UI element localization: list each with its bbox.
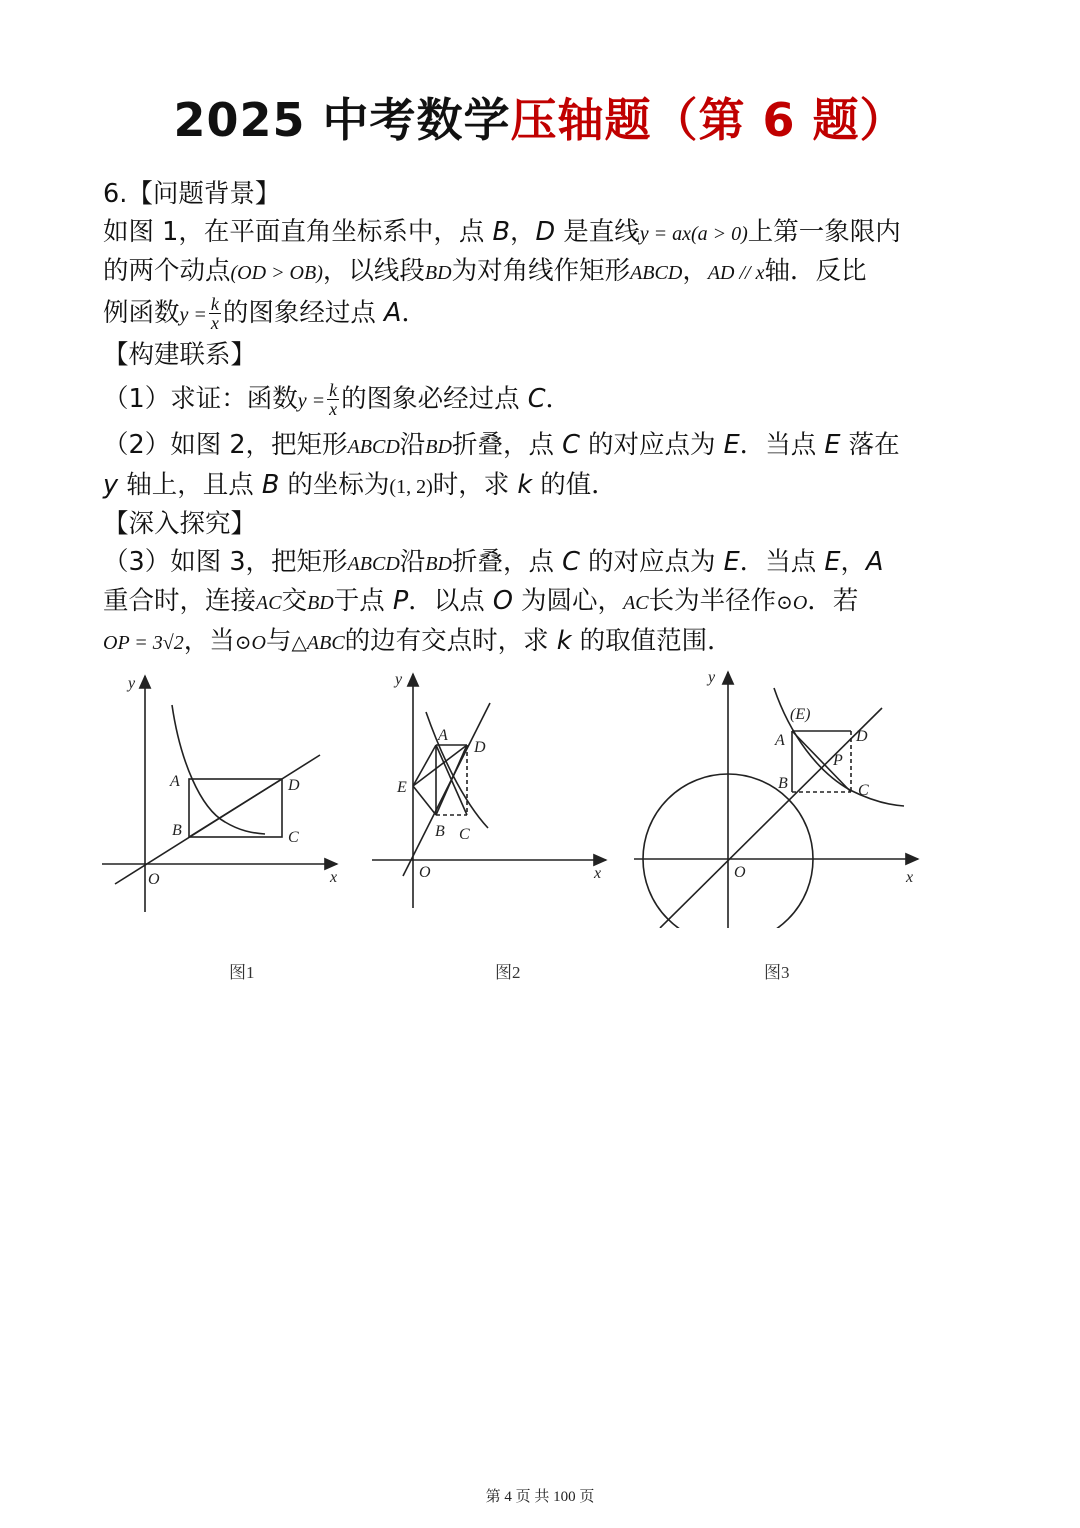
figure-3-labels	[706, 669, 913, 886]
label-b: B	[435, 823, 445, 840]
label-e-paren: (E)	[790, 706, 811, 723]
figure-2	[372, 674, 606, 908]
question-3-line-3: OP = 3√2，当⊙O与△ABC的边有交点时，求 k 的取值范围．	[103, 625, 733, 656]
label-o: O	[734, 864, 746, 881]
fraction: $\frac{k}{x}$	[329, 380, 338, 419]
page-title	[0, 84, 1080, 150]
question-3-line-1: （3）如图 3，把矩形ABCD沿BD折叠，点 C 的对应点为 E．当点 E，A	[103, 546, 884, 577]
background-line-3: 例函数y = $\frac{k}{x}$ 的图象经过点 A．	[103, 294, 427, 333]
figures	[95, 668, 935, 928]
label-d: D	[856, 728, 868, 745]
label-o: O	[419, 864, 431, 881]
title-black: 2025 中考数学	[173, 93, 511, 147]
fold-eb	[413, 786, 436, 815]
problem-text	[103, 176, 983, 662]
background-line-1: 如图 1，在平面直角坐标系中，点 B，D 是直线y = ax(a > 0)上第一象限内	[103, 216, 901, 247]
label-a: A	[438, 727, 448, 744]
question-2-line-1: （2）如图 2，把矩形ABCD沿BD折叠，点 C 的对应点为 E．当点 E 落在	[103, 430, 900, 460]
label-x: x	[906, 869, 914, 886]
background-line-2: 的两个动点(OD > OB)，以线段BD为对角线作矩形ABCD，AD // x轴．反比	[103, 256, 867, 286]
question-2-line-2: y 轴上，且点 B 的坐标为(1, 2)时，求 k 的值．	[103, 469, 617, 500]
label-o: O	[148, 871, 160, 888]
label-b: B	[778, 775, 788, 792]
fold-ae	[413, 745, 436, 786]
caption-figure-2: 图2	[495, 963, 521, 982]
label-c: C	[858, 782, 869, 799]
label-d: D	[474, 739, 486, 756]
label-y: y	[708, 669, 716, 686]
figure-1	[102, 676, 337, 912]
label-e: E	[397, 779, 407, 796]
line-equation: y = ax	[639, 222, 691, 245]
page-footer: 第 4 页 共 100 页	[485, 1489, 595, 1505]
problem-header: 6.【问题背景】	[103, 179, 281, 209]
label-x: x	[330, 869, 338, 886]
figure-1-labels	[126, 675, 337, 888]
section-heading: 【构建联系】	[103, 340, 257, 370]
hyperbola-curve	[172, 705, 265, 834]
label-c: C	[459, 826, 470, 843]
label-x: x	[594, 865, 602, 882]
label-a: A	[170, 773, 180, 790]
caption-figure-1: 图1	[229, 963, 255, 982]
label-b: B	[172, 822, 182, 839]
caption-figure-3: 图3	[764, 963, 790, 982]
question-1: （1）求证：函数y = $\frac{k}{x}$ 的图象必经过点 C．	[103, 380, 572, 419]
label-a: A	[775, 732, 785, 749]
label-y: y	[395, 671, 403, 688]
figure-3	[634, 672, 918, 928]
label-y: y	[128, 675, 136, 692]
question-3-line-2: 重合时，连接AC交BD于点 P．以点 O 为圆心，AC长为半径作⊙O．若	[103, 586, 859, 616]
line-y-ax	[660, 708, 882, 928]
title-red: 压轴题（第 6 题）	[510, 93, 907, 147]
label-c: C	[288, 829, 299, 846]
fraction: $\frac{k}{x}$	[210, 294, 219, 333]
label-d: D	[288, 777, 300, 794]
diagonal-bd	[189, 779, 282, 837]
label-p: P	[833, 752, 843, 769]
section-heading: 【深入探究】	[103, 509, 257, 539]
